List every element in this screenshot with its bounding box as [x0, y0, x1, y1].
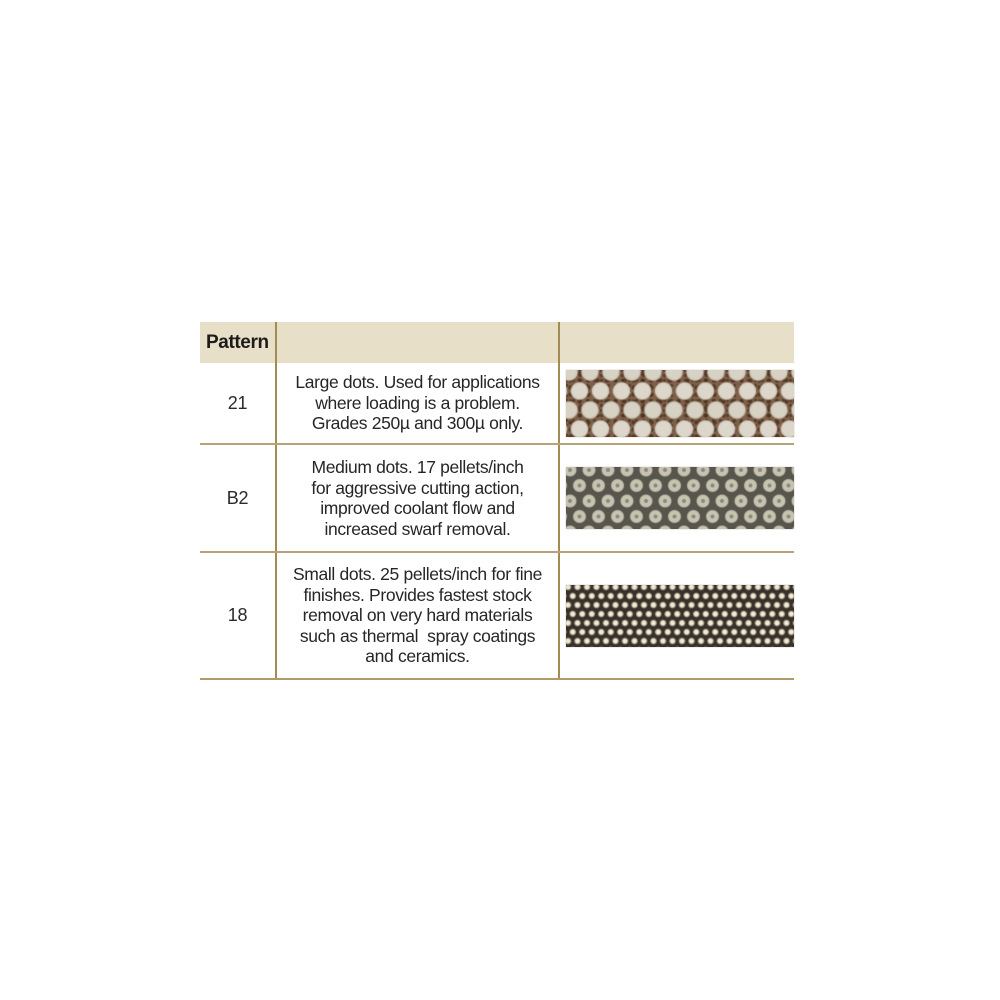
description-line: Grades 250µ and 300µ only.	[311, 413, 524, 434]
description-line: where loading is a problem.	[315, 392, 520, 413]
texture-cell	[558, 553, 794, 678]
description-line: such as thermal spray coatings	[299, 625, 536, 646]
description-cell	[275, 363, 558, 443]
texture-image-medium-dots	[566, 467, 794, 529]
texture-cell	[558, 363, 794, 443]
description-line: Large dots. Used for applications	[295, 372, 540, 393]
pattern-table	[200, 322, 794, 680]
description-line: removal on very hard materials	[302, 605, 533, 626]
header-cell-image	[558, 322, 794, 363]
table-row-pattern-b2	[200, 443, 794, 551]
header-cell-pattern: Pattern	[200, 322, 275, 363]
description-cell	[275, 445, 558, 551]
description-line: Small dots. 25 pellets/inch for fine	[292, 564, 543, 585]
texture-image-large-dots	[566, 370, 794, 437]
texture-cell	[558, 445, 794, 551]
table-header-row	[200, 322, 794, 363]
pattern-id-cell: B2	[226, 487, 249, 508]
table-row-pattern-21	[200, 363, 794, 443]
pattern-id-cell: 21	[227, 392, 248, 413]
texture-image-small-dots	[566, 585, 794, 647]
description-line: increased swarf removal.	[324, 518, 511, 539]
pattern-id-cell: 18	[227, 605, 248, 625]
description-line: for aggressive cutting action,	[311, 477, 524, 498]
description-line: and ceramics.	[365, 646, 470, 667]
table-row-pattern-18	[200, 551, 794, 678]
description-cell	[275, 553, 558, 678]
description-line: improved coolant flow and	[320, 498, 515, 518]
header-cell-description	[275, 322, 558, 363]
description-line: finishes. Provides fastest stock	[303, 584, 532, 605]
description-line: Medium dots. 17 pellets/inch	[311, 457, 524, 477]
